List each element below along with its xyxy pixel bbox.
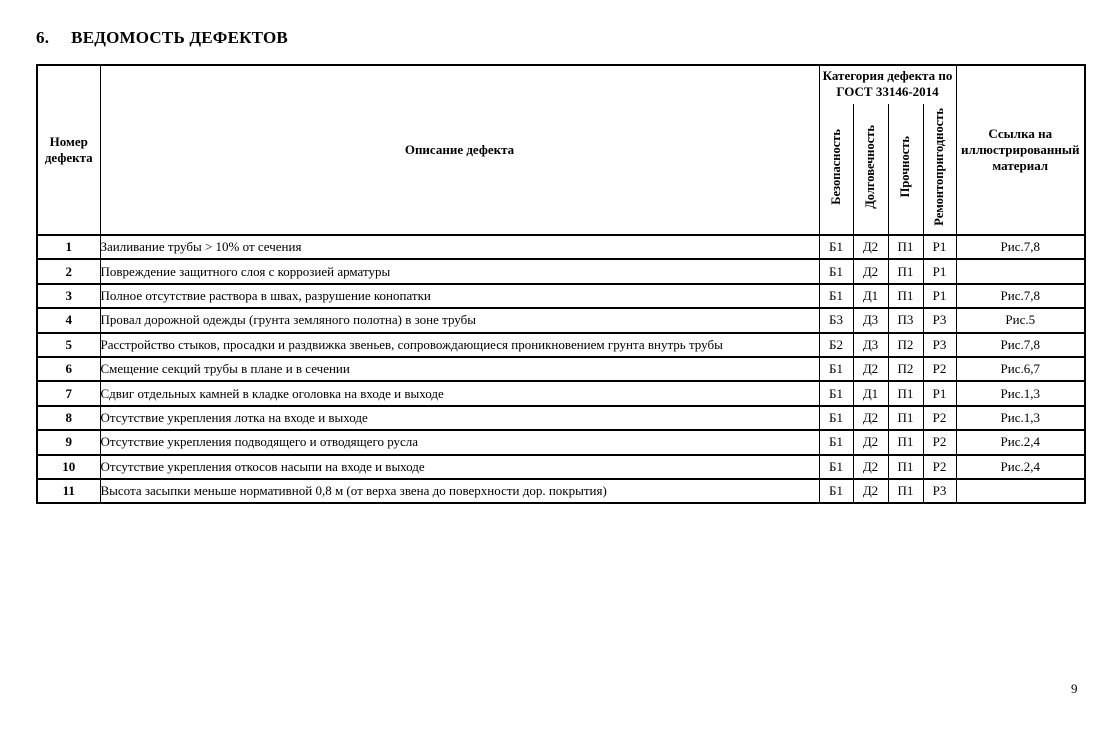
defect-number-cell: 6	[37, 357, 100, 381]
table-row	[37, 235, 1085, 259]
category-strength-cell: П2	[888, 333, 923, 357]
reference-cell: Рис.1,3	[956, 406, 1085, 430]
reference-cell: Рис.1,3	[956, 381, 1085, 405]
reference-cell: Рис.2,4	[956, 455, 1085, 479]
category-safety-cell: Б3	[819, 308, 853, 332]
category-maintainability-cell: Р2	[923, 357, 956, 381]
defect-number-cell: 10	[37, 455, 100, 479]
col-header-defect-number: Номер дефекта	[37, 65, 100, 235]
category-durability-cell: Д2	[853, 235, 888, 259]
defect-description-cell: Отсутствие укрепления откосов насыпи на входе и выходе	[100, 455, 819, 479]
table-row	[37, 381, 1085, 405]
category-maintainability-cell: Р2	[923, 406, 956, 430]
reference-cell: Рис.2,4	[956, 430, 1085, 454]
table-row	[37, 479, 1085, 503]
defect-description-cell: Высота засыпки меньше нормативной 0,8 м (от верха звена до поверхности дор. покрытия)	[100, 479, 819, 503]
category-durability-cell: Д1	[853, 381, 888, 405]
reference-cell: Рис.7,8	[956, 235, 1085, 259]
category-safety-cell: Б1	[819, 479, 853, 503]
section-heading: ВЕДОМОСТЬ ДЕФЕКТОВ	[71, 28, 288, 47]
table-row	[37, 284, 1085, 308]
category-safety-cell: Б1	[819, 284, 853, 308]
reference-cell: Рис.5	[956, 308, 1085, 332]
col-header-strength	[888, 104, 923, 235]
category-maintainability-cell: Р1	[923, 235, 956, 259]
category-maintainability-cell: Р1	[923, 284, 956, 308]
category-safety-cell: Б1	[819, 455, 853, 479]
category-strength-cell: П1	[888, 406, 923, 430]
category-strength-cell: П1	[888, 455, 923, 479]
section-number: 6.	[36, 28, 50, 47]
category-maintainability-cell: Р1	[923, 381, 956, 405]
category-durability-cell: Д2	[853, 406, 888, 430]
defect-number-cell: 5	[37, 333, 100, 357]
defect-table-body	[37, 235, 1085, 503]
defect-description-cell: Расстройство стыков, просадки и раздвижка звеньев, сопровождающиеся проникновением грунта внутрь трубы	[100, 333, 819, 357]
category-durability-cell: Д2	[853, 259, 888, 283]
defect-description-cell: Полное отсутствие раствора в швах, разрушение конопатки	[100, 284, 819, 308]
category-durability-cell: Д1	[853, 284, 888, 308]
category-safety-cell: Б2	[819, 333, 853, 357]
table-row	[37, 406, 1085, 430]
table-row	[37, 308, 1085, 332]
category-strength-cell: П2	[888, 357, 923, 381]
category-durability-cell: Д2	[853, 455, 888, 479]
col-header-reference: Ссылка на иллюстрированный материал	[956, 65, 1085, 235]
category-durability-cell: Д2	[853, 479, 888, 503]
col-header-safety-label: Безопасность	[828, 128, 843, 205]
category-strength-cell: П1	[888, 430, 923, 454]
category-safety-cell: Б1	[819, 430, 853, 454]
col-header-strength-label: Прочность	[898, 136, 913, 198]
category-maintainability-cell: Р1	[923, 259, 956, 283]
defect-number-cell: 7	[37, 381, 100, 405]
category-safety-cell: Б1	[819, 357, 853, 381]
category-strength-cell: П1	[888, 235, 923, 259]
table-row	[37, 333, 1085, 357]
reference-cell	[956, 479, 1085, 503]
category-maintainability-cell: Р3	[923, 308, 956, 332]
defect-description-cell: Провал дорожной одежды (грунта земляного полотна) в зоне трубы	[100, 308, 819, 332]
col-header-maintainability-label: Ремонтопригодность	[932, 108, 947, 226]
defect-number-cell: 2	[37, 259, 100, 283]
defect-description-cell: Отсутствие укрепления лотка на входе и выходе	[100, 406, 819, 430]
category-durability-cell: Д2	[853, 357, 888, 381]
defect-description-cell: Отсутствие укрепления подводящего и отводящего русла	[100, 430, 819, 454]
defect-description-cell: Заиливание трубы > 10% от сечения	[100, 235, 819, 259]
category-durability-cell: Д2	[853, 430, 888, 454]
section-title	[36, 28, 288, 48]
defect-description-cell: Сдвиг отдельных камней в кладке оголовка на входе и выходе	[100, 381, 819, 405]
table-row	[37, 430, 1085, 454]
category-strength-cell: П1	[888, 479, 923, 503]
category-safety-cell: Б1	[819, 381, 853, 405]
category-maintainability-cell: Р3	[923, 479, 956, 503]
category-maintainability-cell: Р2	[923, 455, 956, 479]
reference-cell: Рис.7,8	[956, 284, 1085, 308]
defect-table-header	[37, 65, 1085, 235]
defect-table	[36, 64, 1086, 504]
defect-description-cell: Повреждение защитного слоя с коррозией арматуры	[100, 259, 819, 283]
category-safety-cell: Б1	[819, 406, 853, 430]
col-header-durability	[853, 104, 888, 235]
defect-number-cell: 8	[37, 406, 100, 430]
category-strength-cell: П1	[888, 381, 923, 405]
category-safety-cell: Б1	[819, 235, 853, 259]
category-strength-cell: П1	[888, 284, 923, 308]
col-header-safety	[819, 104, 853, 235]
category-maintainability-cell: Р3	[923, 333, 956, 357]
category-safety-cell: Б1	[819, 259, 853, 283]
reference-cell	[956, 259, 1085, 283]
category-durability-cell: Д3	[853, 308, 888, 332]
col-header-maintainability	[923, 104, 956, 235]
category-strength-cell: П1	[888, 259, 923, 283]
table-row	[37, 357, 1085, 381]
col-header-category-group: Категория дефекта по ГОСТ 33146-2014	[819, 65, 956, 104]
table-row	[37, 455, 1085, 479]
category-strength-cell: П3	[888, 308, 923, 332]
reference-cell: Рис.7,8	[956, 333, 1085, 357]
col-header-description: Описание дефекта	[100, 65, 819, 235]
table-row	[37, 259, 1085, 283]
page-number: 9	[1071, 681, 1078, 696]
defect-number-cell: 3	[37, 284, 100, 308]
defect-number-cell: 9	[37, 430, 100, 454]
reference-cell: Рис.6,7	[956, 357, 1085, 381]
defect-number-cell: 4	[37, 308, 100, 332]
category-maintainability-cell: Р2	[923, 430, 956, 454]
defect-number-cell: 1	[37, 235, 100, 259]
defect-number-cell: 11	[37, 479, 100, 503]
col-header-durability-label: Долговечность	[863, 124, 878, 209]
category-durability-cell: Д3	[853, 333, 888, 357]
defect-description-cell: Смещение секций трубы в плане и в сечении	[100, 357, 819, 381]
